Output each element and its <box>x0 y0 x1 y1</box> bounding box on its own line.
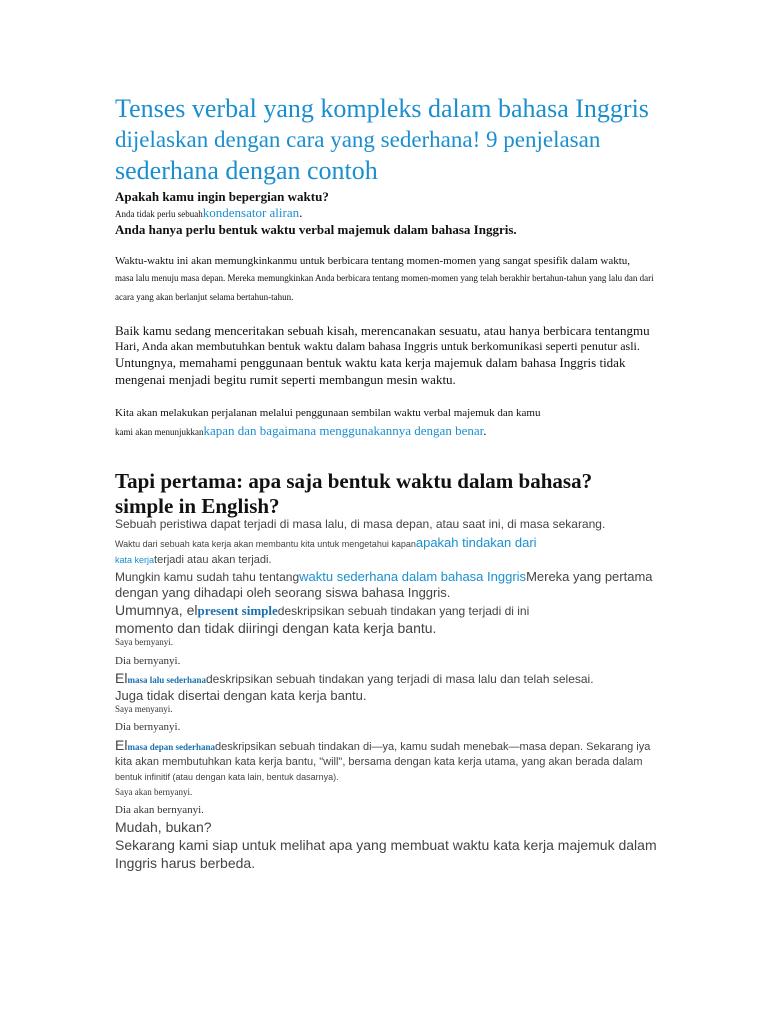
paragraph-3-line-2 <box>115 421 715 442</box>
present-example-1: Saya bernyanyi. <box>115 637 173 647</box>
paragraph-1-line-3: acara yang akan berlanjut selama bertahun-tahun. <box>115 292 294 302</box>
title-line-2: dijelaskan dengan cara yang sederhana! 9 penjelasan <box>115 127 601 152</box>
past-example-2: Dia bernyanyi. <box>115 721 181 733</box>
past-suffix: deskripsikan sebuah tindakan yang terjadi di masa lalu dan telah selesai. <box>205 672 594 686</box>
flux-capacitor-link[interactable]: kondensator aliran <box>202 205 300 220</box>
section-heading <box>115 469 592 519</box>
ready-paragraph <box>115 836 715 872</box>
present-example-2: Dia bernyanyi. <box>115 655 181 667</box>
future-prefix: El <box>115 737 128 753</box>
simple-prefix: Mungkin kamu sudah tahu tentang <box>115 570 300 584</box>
future-line-2: kita akan membutuhkan kata kerja bantu, "will", bersama dengan kata kerja utama, yang akan berada dalam <box>115 756 643 768</box>
paragraph-2-line-4: mengenai menjadi begitu rumit seperti membangun mesin waktu. <box>115 372 456 387</box>
past-prefix: El <box>115 670 128 686</box>
past-simple-paragraph <box>115 670 715 704</box>
when-how-link[interactable]: kapan dan bagaimana menggunakannya dengan benar <box>203 423 484 438</box>
aux-paragraph <box>115 535 675 567</box>
intro-no-need <box>115 205 302 222</box>
verb-link[interactable]: kata kerja <box>115 555 155 565</box>
page-title <box>115 93 675 186</box>
future-example-1: Saya akan bernyanyi. <box>115 787 193 797</box>
future-suffix: deskripsikan sebuah tindakan di—ya, kamu sudah menebak—masa depan. Sekarang iya <box>214 741 651 753</box>
present-simple-paragraph <box>115 602 675 637</box>
intro-no-need-prefix: Anda tidak perlu sebuah <box>115 209 203 219</box>
paragraph-1 <box>115 254 735 307</box>
simple-tenses-link[interactable]: waktu sederhana dalam bahasa Inggris <box>299 569 527 584</box>
section-heading-line-1: Tapi pertama: apa saja bentuk waktu dalam bahasa? <box>115 469 593 493</box>
simple-suffix: Mereka yang pertama <box>526 569 653 584</box>
paragraph-1-line-2: masa lalu menuju masa depan. Mereka memungkinkan Anda berbicara tentang momen-momen yang telah berakhir bertahun-tahun yang lalu dan dari <box>115 273 654 283</box>
title-line-3: sederhana dengan contoh <box>115 156 378 185</box>
future-simple-paragraph <box>115 737 715 784</box>
section-heading-line-2: simple in English? <box>115 494 280 518</box>
past-line-2: Juga tidak disertai dengan kata kerja bantu. <box>115 688 367 703</box>
paragraph-3-prefix: kami akan menunjukkan <box>115 427 204 437</box>
paragraph-3 <box>115 405 715 442</box>
future-example-2: Dia akan bernyanyi. <box>115 804 204 816</box>
paragraph-3-line-1: Kita akan melakukan perjalanan melalui penggunaan sembilan waktu verbal majemuk dan kamu <box>115 407 541 419</box>
paragraph-3-suffix: . <box>483 423 487 438</box>
present-line-2: momento dan tidak diiringi dengan kata kerja bantu. <box>115 620 437 636</box>
title-line-1: Tenses verbal yang kompleks dalam bahasa Inggris <box>115 94 649 123</box>
intro-question: Apakah kamu ingin bepergian waktu? <box>115 189 329 204</box>
ready-line-1: Sekarang kami siap untuk melihat apa yang membuat waktu kata kerja majemuk dalam <box>115 837 657 853</box>
paragraph-2-line-1: Baik kamu sedang menceritakan sebuah kisah, merencanakan sesuatu, atau hanya berbicara tentangmu <box>115 323 650 338</box>
future-line-3: bentuk infinitif (atau dengan kata lain, bentuk dasarnya). <box>115 772 339 782</box>
simple-line-2: dengan yang dihadapi oleh seorang siswa bahasa Inggris. <box>115 585 451 600</box>
simple-tenses-paragraph <box>115 569 715 601</box>
aux-suffix: terjadi atau akan terjadi. <box>154 554 272 566</box>
easy-line: Mudah, bukan? <box>115 819 212 835</box>
present-suffix: deskripsikan sebuah tindakan yang terjadi di ini <box>277 604 530 618</box>
past-example-1: Saya menyanyi. <box>115 704 173 714</box>
future-simple-term: masa depan sederhana <box>127 742 215 752</box>
aux-prefix: Waktu dari sebuah kata kerja akan membantu kita untuk mengetahui kapan <box>115 539 416 549</box>
paragraph-2 <box>115 322 715 388</box>
paragraph-2-line-3: Untungnya, memahami penggunaan bentuk waktu kata kerja majemuk dalam bahasa Inggris tidak <box>115 355 626 370</box>
verb-action-link[interactable]: apakah tindakan dari <box>415 535 537 550</box>
intro-no-need-suffix: . <box>299 205 303 220</box>
event-line: Sebuah peristiwa dapat terjadi di masa lalu, di masa depan, atau saat ini, di masa sekarang. <box>115 517 606 531</box>
past-simple-term: masa lalu sederhana <box>127 675 206 685</box>
present-prefix: Umumnya, el <box>115 602 198 618</box>
ready-line-2: Inggris harus berbeda. <box>115 855 256 871</box>
intro-need: Anda hanya perlu bentuk waktu verbal majemuk dalam bahasa Inggris. <box>115 222 517 237</box>
paragraph-2-line-2: Hari, Anda akan membutuhkan bentuk waktu dalam bahasa Inggris untuk berkomunikasi seperti penutur asli. <box>115 339 640 353</box>
paragraph-1-line-1: Waktu-waktu ini akan memungkinkanmu untuk berbicara tentang momen-momen yang sangat spesifik dalam waktu, <box>115 255 631 267</box>
present-simple-term: present simple <box>197 603 278 618</box>
